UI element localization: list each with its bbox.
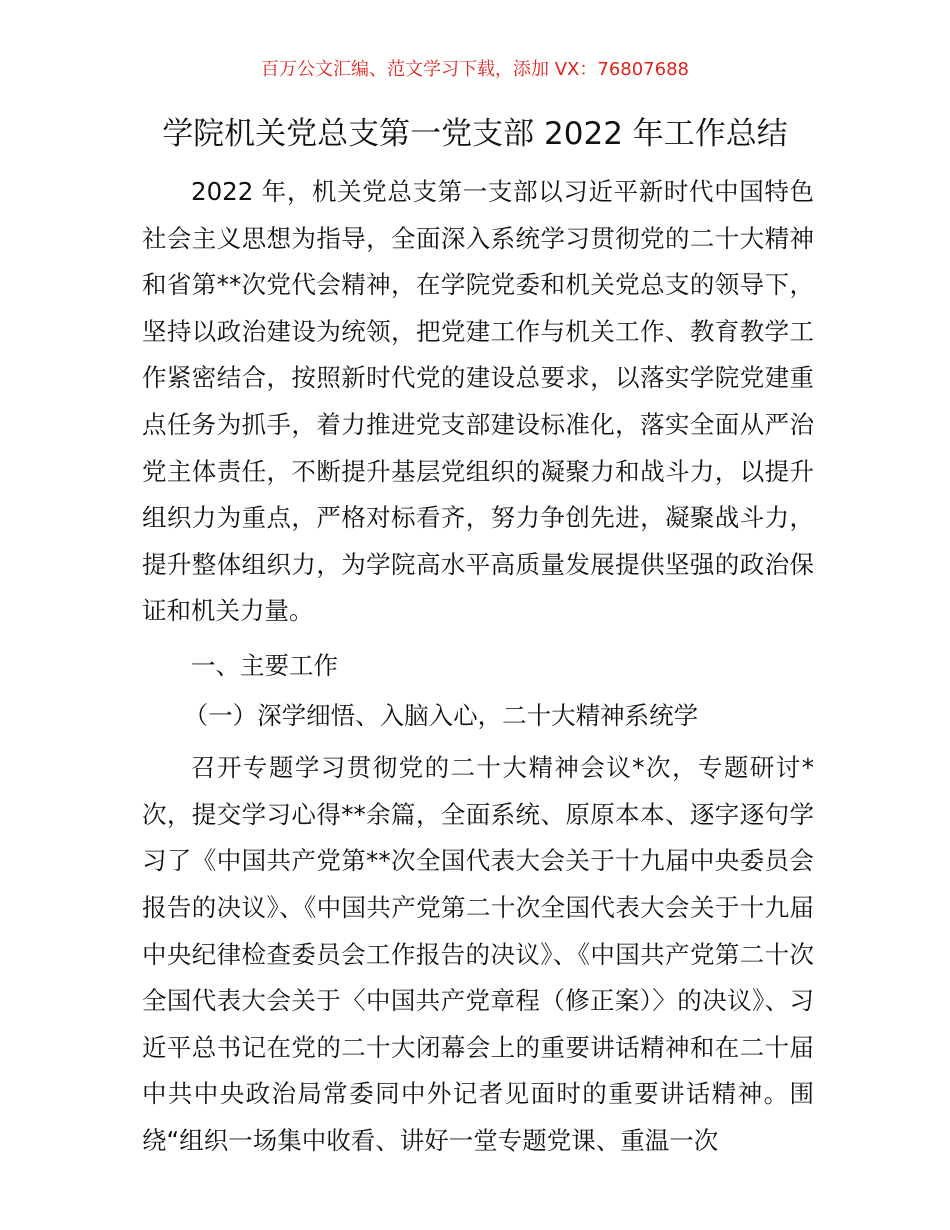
study-paragraph: 召开专题学习贯彻党的二十大精神会议*次，专题研讨*次，提交学习心得**余篇，全面系统、原原本本、逐字逐句学习了《中国共产党第**次全国代表大会关于十九届中央委员会报告的决议》、《中国共产党第二十次全国代表大会关于十九届中央纪律检查委员会工作报告的决议》、《中国共产党第二十次全国代表大会关于〈中国共产党章程（修正案）〉的决议》、习近平总书记在党的二十大闭幕会上的重要讲话精神和在二十届中共中央政治局常委同中外记者见面时的重要讲话精神。围绕“组织一场集中收看、讲好一堂专题党课、重温一次 [142,753,814,1155]
contact-watermark: 百万公文汇编、范文学习下载，添加 VX：76807688 [261,59,689,80]
document-title: 学院机关党总支第一党支部 2022 年工作总结 [162,116,788,152]
document-body [142,169,814,1164]
section-heading-main-work: 一、主要工作 [191,650,338,680]
intro-paragraph: 2022 年，机关党总支第一支部以习近平新时代中国特色社会主义思想为指导，全面深入系统学习贯彻党的二十大精神和省第**次党代会精神，在学院党委和机关党总支的领导下，坚持以政治建设为统领，把党建工作与机关工作、教育教学工作紧密结合，按照新时代党的建设总要求，以落实学院党建重点任务为抓手，着力推进党支部建设标准化，落实全面从严治党主体责任，不断提升基层党组织的凝聚力和战斗力，以提升组织力为重点，严格对标看齐，努力争创先进，凝聚战斗力，提升整体组织力，为学院高水平高质量发展提供坚强的政治保证和机关力量。 [142,177,814,626]
subsection-heading-study: （一）深学细悟、入脑入心，二十大精神系统学 [183,700,699,730]
